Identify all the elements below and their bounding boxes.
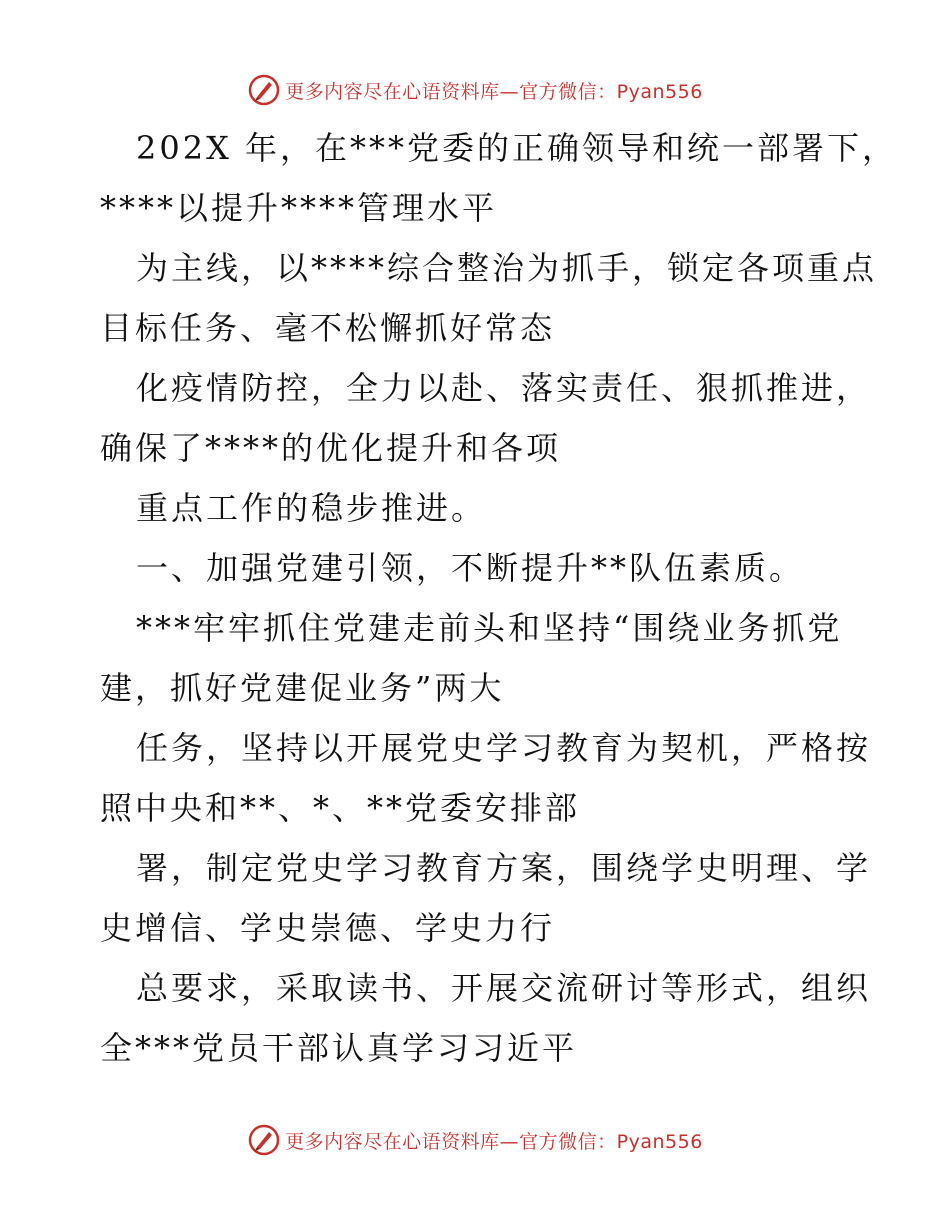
text-line: 202X 年，在***党委的正确领导和统一部署下， xyxy=(136,129,898,167)
text-line: 目标任务、毫不松懈抓好常态 xyxy=(100,309,556,347)
text-line: 照中央和**、*、**党委安排部 xyxy=(100,789,581,827)
text-line: 任务，坚持以开展党史学习教育为契机，严格按 xyxy=(136,729,872,767)
text-line: 重点工作的稳步推进。 xyxy=(136,489,487,527)
text-line: 署，制定党史学习教育方案，围绕学史明理、学 xyxy=(136,849,872,887)
text-line: 一、加强党建引领，不断提升**队伍素质。 xyxy=(136,549,805,587)
pen-logo-icon xyxy=(247,73,281,107)
text-line: 建，抓好党建促业务”两大 xyxy=(100,669,505,707)
text-line: 为主线，以****综合整治为抓手，锁定各项重点 xyxy=(136,249,878,287)
footer-watermark xyxy=(0,1120,950,1160)
text-line: ****以提升****管理水平 xyxy=(100,189,498,227)
watermark-text: 更多内容尽在心语资料库—官方微信：Pyan556 xyxy=(285,80,703,103)
text-line: ***牢牢抓住党建走前头和坚持“围绕业务抓党 xyxy=(136,609,843,647)
pen-logo-icon xyxy=(247,1123,281,1157)
text-line: 总要求，采取读书、开展交流研讨等形式，组织 xyxy=(136,969,872,1007)
document-body xyxy=(100,118,898,1078)
watermark-text: 更多内容尽在心语资料库—官方微信：Pyan556 xyxy=(285,1130,703,1153)
text-line: 史增信、学史崇德、学史力行 xyxy=(100,909,556,947)
text-line: 确保了****的优化提升和各项 xyxy=(100,429,562,467)
header-watermark xyxy=(0,70,950,110)
text-line: 全***党员干部认真学习习近平 xyxy=(100,1029,578,1067)
text-line: 化疫情防控，全力以赴、落实责任、狠抓推进， xyxy=(136,369,872,407)
